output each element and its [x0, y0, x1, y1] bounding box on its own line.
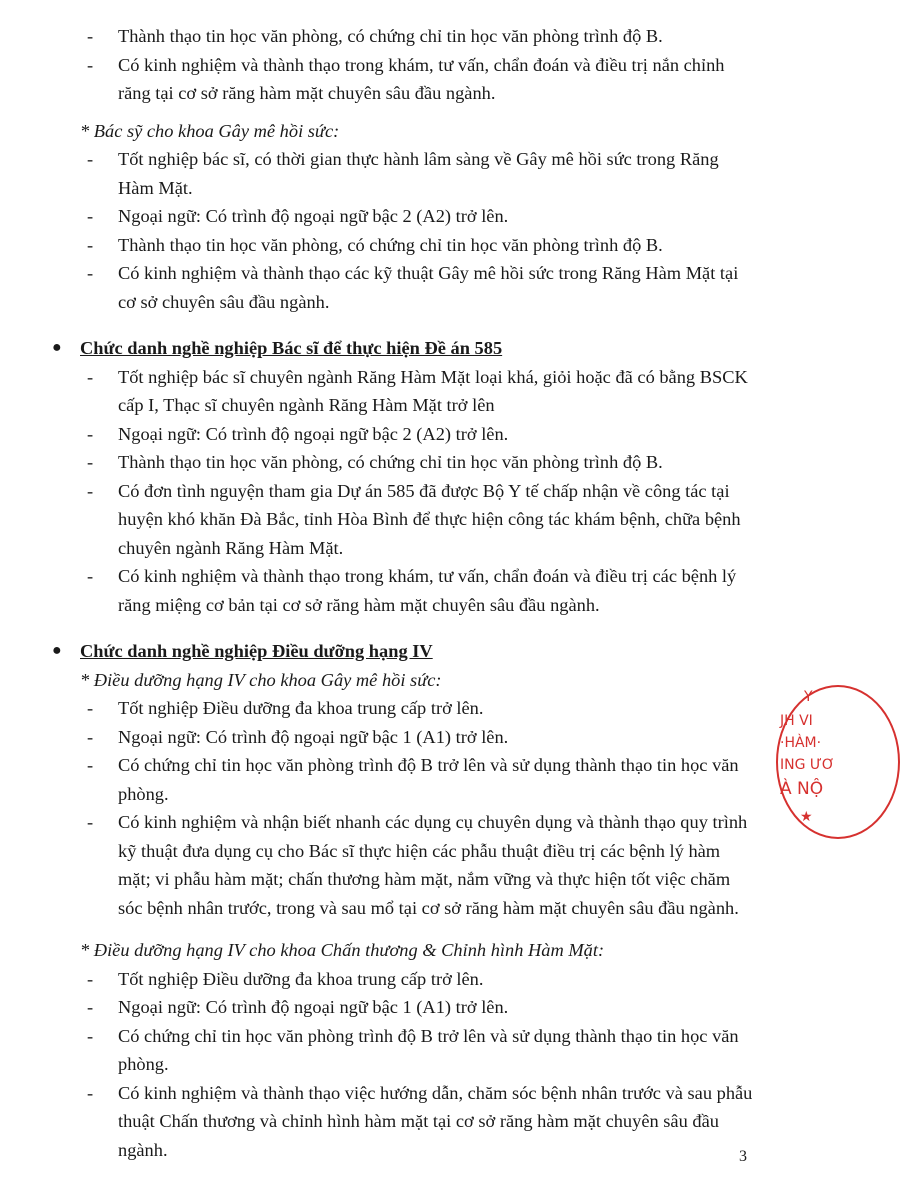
list-item	[78, 22, 756, 51]
item-text: Ngoại ngữ: Có trình độ ngoại ngữ bậc 1 (A1) trở lên.	[118, 726, 509, 747]
item-text: Ngoại ngữ: Có trình độ ngoại ngữ bậc 1 (A1) trở lên.	[118, 997, 509, 1017]
list-item	[78, 202, 756, 231]
subsection-title: * Bác sỹ cho khoa Gây mê hồi sức:	[80, 120, 340, 141]
list-item	[78, 562, 756, 619]
dash-marker: -	[87, 968, 94, 989]
list-item	[78, 1022, 756, 1079]
list-item	[78, 723, 756, 752]
stamp-text: JH VI	[780, 713, 813, 729]
item-text: Thành thạo tin học văn phòng, có chứng chỉ tin học văn phòng trình độ B.	[118, 26, 663, 46]
dash-marker: -	[87, 1082, 94, 1103]
list-item	[78, 751, 756, 808]
heading-text: Chức danh nghề nghiệp Điều dưỡng hạng IV	[80, 641, 433, 661]
item-text: Có kinh nghiệm và thành thạo trong khám, tư vấn, chẩn đoán và điều trị các bệnh lý răng miệng cơ bản tại cơ sở răng hàm mặt chuyên sâu đầu ngành.	[118, 566, 737, 615]
item-text: Tốt nghiệp Điều dưỡng đa khoa trung cấp trở lên.	[118, 968, 484, 989]
list-item	[78, 51, 756, 108]
bullet-icon: ●	[52, 642, 62, 659]
item-text: Tốt nghiệp bác sĩ, có thời gian thực hành lâm sàng về Gây mê hồi sức trong Răng Hàm Mặt.	[118, 149, 719, 198]
stamp-text: Y	[804, 689, 813, 705]
item-text: Có đơn tình nguyện tham gia Dự án 585 đã được Bộ Y tế chấp nhận về công tác tại huyện khó khăn Đà Bắc, tỉnh Hòa Bình để thực hiện công tác khám bệnh, chữa bệnh chuyên ngành Răng Hàm Mặt.	[118, 480, 741, 558]
document-body	[52, 22, 756, 1164]
item-text: Tốt nghiệp bác sĩ chuyên ngành Răng Hàm Mặt loại khá, giỏi hoặc đã có bằng BSCK cấp I, Thạc sĩ chuyên ngành Răng Hàm Mặt trở lên	[118, 366, 748, 415]
dash-marker: -	[87, 812, 94, 832]
subsection-title: * Điều dưỡng hạng IV cho khoa Chấn thương & Chỉnh hình Hàm Mặt:	[80, 940, 605, 960]
item-text: Tốt nghiệp Điều dưỡng đa khoa trung cấp trở lên.	[118, 698, 484, 718]
item-text: Có kinh nghiệm và thành thạo việc hướng dẫn, chăm sóc bệnh nhân trước và sau phẫu thuật Chấn thương và chỉnh hình hàm mặt tại cơ sở răng hàm mặt chuyên sâu đầu ngành.	[118, 1082, 753, 1160]
item-text: Có chứng chỉ tin học văn phòng trình độ B trở lên và sử dụng thành thạo tin học văn phòng.	[118, 755, 739, 804]
dash-marker: -	[87, 997, 94, 1017]
dash-marker: -	[87, 149, 94, 169]
stamp-text: ING ƯƠ	[780, 757, 835, 773]
dash-marker: -	[87, 234, 94, 255]
item-text: Thành thạo tin học văn phòng, có chứng chỉ tin học văn phòng trình độ B.	[118, 452, 663, 472]
list-item	[78, 448, 756, 477]
stamp-star-icon: ★	[800, 809, 813, 825]
stamp-text: À NỘ	[780, 779, 824, 799]
dash-marker: -	[87, 755, 94, 775]
item-text: Ngoại ngữ: Có trình độ ngoại ngữ bậc 2 (A2) trở lên.	[118, 423, 509, 444]
page-number: 3	[739, 1148, 747, 1165]
item-text: Có kinh nghiệm và thành thạo trong khám, tư vấn, chẩn đoán và điều trị nắn chỉnh răng tại cơ sở răng hàm mặt chuyên sâu đầu ngành.	[118, 54, 725, 103]
item-text: Thành thạo tin học văn phòng, có chứng chỉ tin học văn phòng trình độ B.	[118, 234, 663, 255]
dash-marker: -	[87, 566, 94, 586]
list-item	[78, 259, 756, 316]
list-item	[78, 694, 756, 723]
dash-marker: -	[87, 480, 94, 501]
dash-marker: -	[87, 54, 94, 75]
list-item	[78, 231, 756, 260]
heading-text: Chức danh nghề nghiệp Bác sĩ để thực hiện Đề án 585	[80, 338, 503, 358]
list-item	[78, 145, 756, 202]
dash-marker: -	[87, 452, 94, 472]
dash-marker: -	[87, 423, 94, 444]
item-text: Có kinh nghiệm và nhận biết nhanh các dụng cụ chuyên dụng và thành thạo quy trình kỹ thuật đưa dụng cụ cho Bác sĩ thực hiện các phẫu thuật điều trị các bệnh lý hàm mặt; vi phẫu hàm mặt; chấn thương hàm mặt, nắm vững và thực hiện tốt việc chăm sóc bệnh nhân trước, trong và sau mổ tại cơ sở răng hàm mặt chuyên sâu đầu ngành.	[118, 812, 748, 918]
subsection-title: * Điều dưỡng hạng IV cho khoa Gây mê hồi sức:	[80, 669, 442, 690]
item-text: Có kinh nghiệm và thành thạo các kỹ thuật Gây mê hồi sức trong Răng Hàm Mặt tại cơ sở chuyên sâu đầu ngành.	[118, 263, 739, 312]
item-text: Ngoại ngữ: Có trình độ ngoại ngữ bậc 2 (A2) trở lên.	[118, 206, 509, 226]
dash-marker: -	[87, 1025, 94, 1046]
list-item	[78, 477, 756, 563]
list-item	[78, 808, 756, 922]
list-item	[78, 965, 756, 994]
dash-marker: -	[87, 366, 94, 387]
dash-marker: -	[87, 263, 94, 283]
item-text: Có chứng chỉ tin học văn phòng trình độ B trở lên và sử dụng thành thạo tin học văn phòng.	[118, 1025, 739, 1074]
dash-marker: -	[87, 698, 94, 718]
dash-marker: -	[87, 206, 94, 226]
red-seal-stamp-icon	[764, 685, 835, 835]
section-heading	[52, 637, 756, 666]
list-item	[78, 993, 756, 1022]
bullet-icon: ●	[52, 339, 62, 356]
list-item	[78, 1079, 756, 1165]
section-heading	[52, 334, 756, 363]
list-item	[78, 420, 756, 449]
list-item	[78, 363, 756, 420]
dash-marker: -	[87, 26, 94, 46]
stamp-text: ·HÀM·	[780, 735, 822, 751]
dash-marker: -	[87, 726, 94, 747]
